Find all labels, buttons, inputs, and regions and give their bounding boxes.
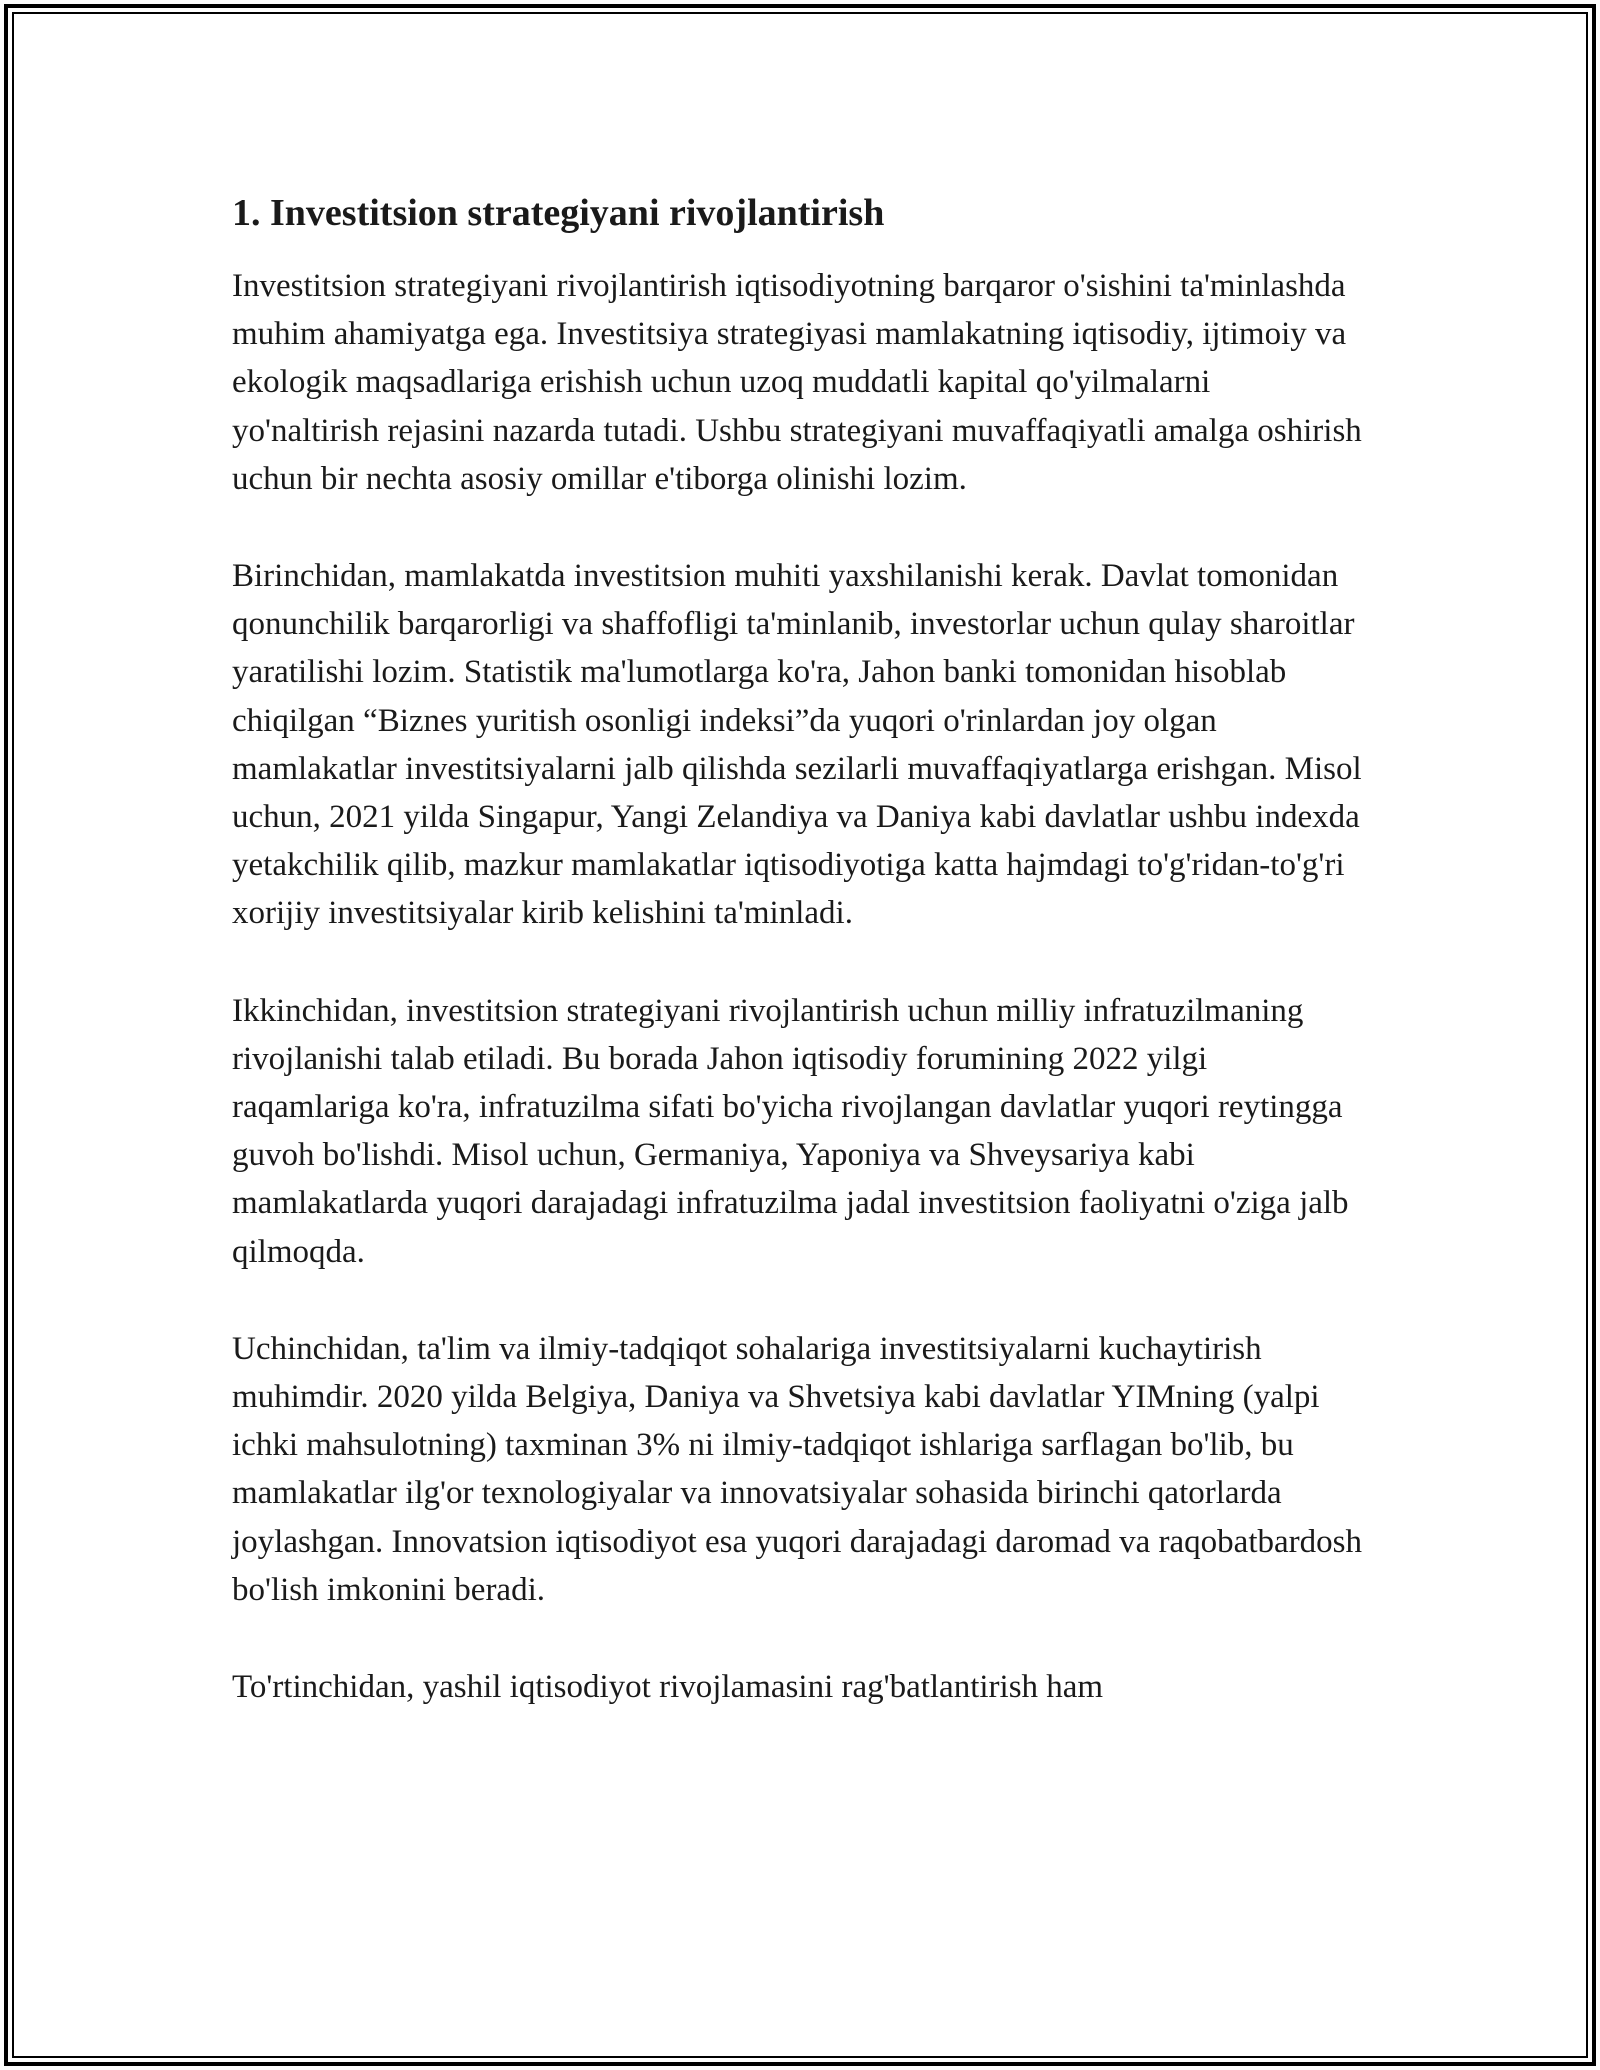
paragraph-second-factor: Ikkinchidan, investitsion strategiyani rivojlantirish uchun milliy infratuzilmaning rivojlanishi talab etiladi. Bu borada Jahon iqtisodiy forumining 2022 yilgi raqamlariga ko'ra, infratuzilma sifati bo'yicha rivojlangan davlatlar yuqori reytingga guvoh bo'lishdi. Misol uchun, Germaniya, Yaponiya va Shveysariya kabi mamlakatlarda yuqori darajadagi infratuzilma jadal investitsion faoliyatni o'ziga jalb qilmoqda. (232, 992, 1349, 1270)
paragraph-first-factor: Birinchidan, mamlakatda investitsion muhiti yaxshilanishi kerak. Davlat tomonidan qonunchilik barqarorligi va shaffofligi ta'minlanib, investorlar uchun qulay sharoitlar yaratilishi lozim. Statistik ma'lumotlarga ko'ra, Jahon banki tomonidan hisoblab chiqilgan “Biznes yuritish osonligi indeksi”da yuqori o'rinlardan joy olgan mamlakatlar investitsiyalarni jalb qilishda sezilarli muvaffaqiyatlarga erishgan. Misol uchun, 2021 yilda Singapur, Yangi Zelandiya va Daniya kabi davlatlar ushbu indexda yetakchilik qilib, mazkur mamlakatlar iqtisodiyotiga katta hajmdagi to'g'ridan-to'g'ri xorijiy investitsiyalar kirib kelishini ta'minladi. (232, 558, 1362, 932)
paragraph-third-factor: Uchinchidan, ta'lim va ilmiy-tadqiqot sohalariga investitsiyalarni kuchaytirish muhimdir. 2020 yilda Belgiya, Daniya va Shvetsiya kabi davlatlar YIMning (yalpi ichki mahsulotning) taxminan 3% ni ilmiy-tadqiqot ishlariga sarflagan bo'lib, bu mamlakatlar ilg'or texnologiyalar va innovatsiyalar sohasida birinchi qatorlarda joylashgan. Innovatsion iqtisodiyot esa yuqori darajadagi daromad va raqobatbardosh bo'lish imkonini beradi. (232, 1330, 1362, 1608)
paragraph-fourth-factor: To'rtinchidan, yashil iqtisodiyot rivojlamasini rag'batlantirish ham (232, 1669, 1104, 1706)
section-heading: 1. Investitsion strategiyani rivojlantirish (232, 192, 885, 234)
document-body (232, 186, 1362, 1760)
paragraph-intro: Investitsion strategiyani rivojlantirish iqtisodiyotning barqaror o'sishini ta'minlashda muhim ahamiyatga ega. Investitsiya strategiyasi mamlakatning iqtisodiy, ijtimoiy va ekologik maqsadlariga erishish uchun uzoq muddatli kapital qo'yilmalarni yo'naltirish rejasini nazarda tutadi. Ushbu strategiyani muvaffaqiyatli amalga oshirish uchun bir nechta asosiy omillar e'tiborga olinishi lozim. (232, 268, 1362, 497)
